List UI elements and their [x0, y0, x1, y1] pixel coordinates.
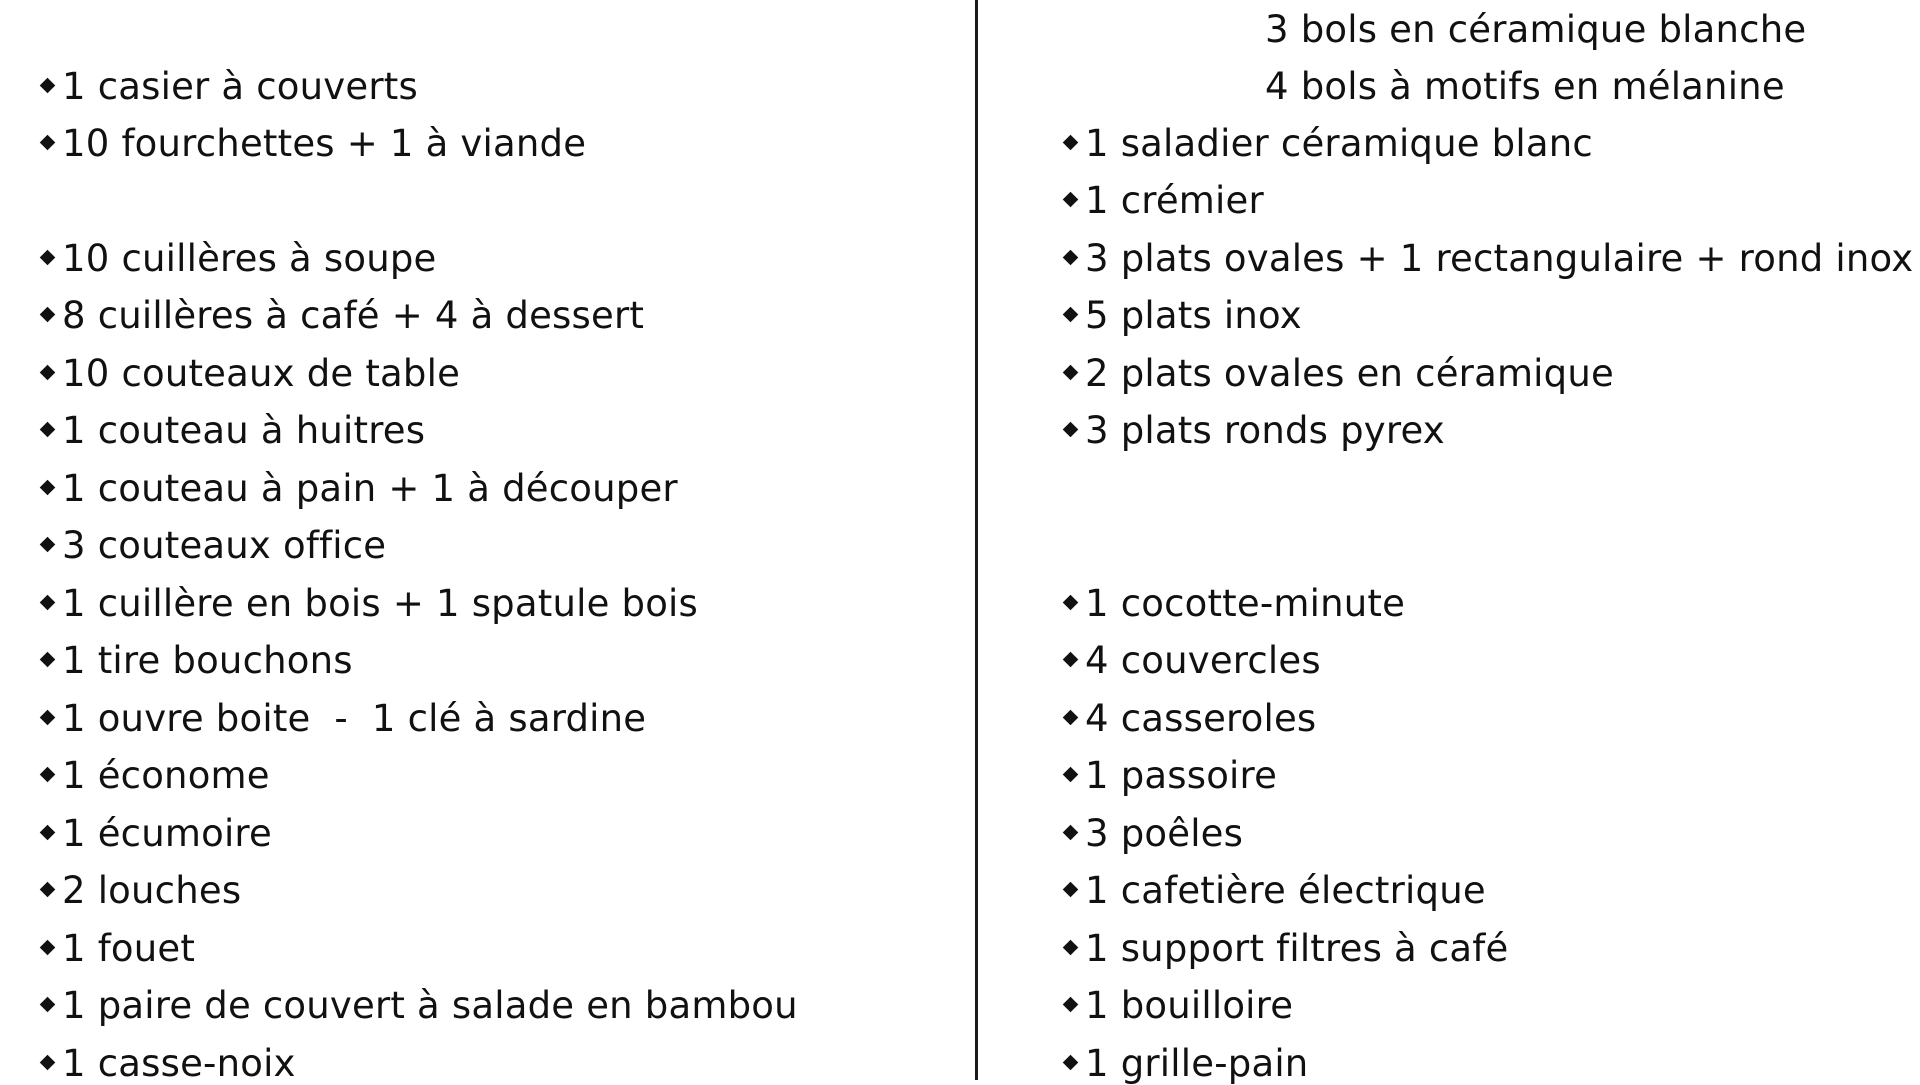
list-item: 1 support filtres à café	[1065, 930, 1508, 967]
list-item: 1 grille-pain	[1065, 1045, 1308, 1082]
diamond-bullet-icon	[40, 882, 56, 898]
diamond-bullet-icon	[40, 480, 56, 496]
column-divider	[975, 0, 978, 1080]
diamond-bullet-icon	[40, 250, 56, 266]
list-item: 1 casier à couverts	[42, 68, 418, 105]
list-item: 1 écumoire	[42, 815, 272, 852]
list-item: 1 cafetière électrique	[1065, 872, 1486, 909]
list-item: 1 tire bouchons	[42, 642, 353, 679]
list-item: 1 cuillère en bois + 1 spatule bois	[42, 585, 698, 622]
diamond-bullet-icon	[40, 78, 56, 94]
list-item: 2 louches	[42, 872, 241, 909]
diamond-bullet-icon	[1063, 365, 1079, 381]
diamond-bullet-icon	[1063, 307, 1079, 323]
list-item: 1 cocotte-minute	[1065, 585, 1405, 622]
diamond-bullet-icon	[1063, 652, 1079, 668]
list-item: 4 couvercles	[1065, 642, 1321, 679]
sub-item: 4 bols à motifs en mélanine	[1265, 65, 1785, 108]
list-item: 1 paire de couvert à salade en bambou	[42, 987, 798, 1024]
list-item: 1 fouet	[42, 930, 195, 967]
diamond-bullet-icon	[40, 422, 56, 438]
list-item: 1 saladier céramique blanc	[1065, 125, 1593, 162]
diamond-bullet-icon	[40, 135, 56, 151]
list-item: 10 fourchettes + 1 à viande	[42, 125, 586, 162]
diamond-bullet-icon	[1063, 250, 1079, 266]
diamond-bullet-icon	[1063, 135, 1079, 151]
list-item: 1 casse-noix	[42, 1045, 296, 1082]
list-item: 1 couteau à huitres	[42, 412, 425, 449]
list-item: 5 plats inox	[1065, 297, 1302, 334]
diamond-bullet-icon	[40, 767, 56, 783]
diamond-bullet-icon	[40, 825, 56, 841]
diamond-bullet-icon	[1063, 825, 1079, 841]
list-item: 2 plats ovales en céramique	[1065, 355, 1614, 392]
list-item: 1 économe	[42, 757, 270, 794]
diamond-bullet-icon	[1063, 192, 1079, 208]
diamond-bullet-icon	[1063, 767, 1079, 783]
list-item: 3 plats ronds pyrex	[1065, 412, 1445, 449]
diamond-bullet-icon	[40, 940, 56, 956]
list-item: 10 cuillères à soupe	[42, 240, 437, 277]
diamond-bullet-icon	[1063, 997, 1079, 1013]
diamond-bullet-icon	[40, 1055, 56, 1071]
diamond-bullet-icon	[40, 595, 56, 611]
list-item: 10 couteaux de table	[42, 355, 460, 392]
diamond-bullet-icon	[1063, 940, 1079, 956]
diamond-bullet-icon	[1063, 882, 1079, 898]
list-item: 3 couteaux office	[42, 527, 386, 564]
list-item: 3 plats ovales + 1 rectangulaire + rond inox	[1065, 240, 1913, 277]
diamond-bullet-icon	[40, 307, 56, 323]
diamond-bullet-icon	[40, 537, 56, 553]
list-item: 1 passoire	[1065, 757, 1277, 794]
diamond-bullet-icon	[1063, 1055, 1079, 1071]
list-item: 3 poêles	[1065, 815, 1243, 852]
list-item: 4 casseroles	[1065, 700, 1316, 737]
diamond-bullet-icon	[40, 652, 56, 668]
diamond-bullet-icon	[40, 710, 56, 726]
list-item: 1 couteau à pain + 1 à découper	[42, 470, 678, 507]
diamond-bullet-icon	[1063, 595, 1079, 611]
list-item: 1 crémier	[1065, 182, 1264, 219]
list-item: 1 ouvre boite - 1 clé à sardine	[42, 700, 646, 737]
diamond-bullet-icon	[1063, 422, 1079, 438]
diamond-bullet-icon	[40, 365, 56, 381]
sub-item: 3 bols en céramique blanche	[1265, 8, 1807, 51]
diamond-bullet-icon	[40, 997, 56, 1013]
list-item: 8 cuillères à café + 4 à dessert	[42, 297, 644, 334]
list-item: 1 bouilloire	[1065, 987, 1293, 1024]
diamond-bullet-icon	[1063, 710, 1079, 726]
